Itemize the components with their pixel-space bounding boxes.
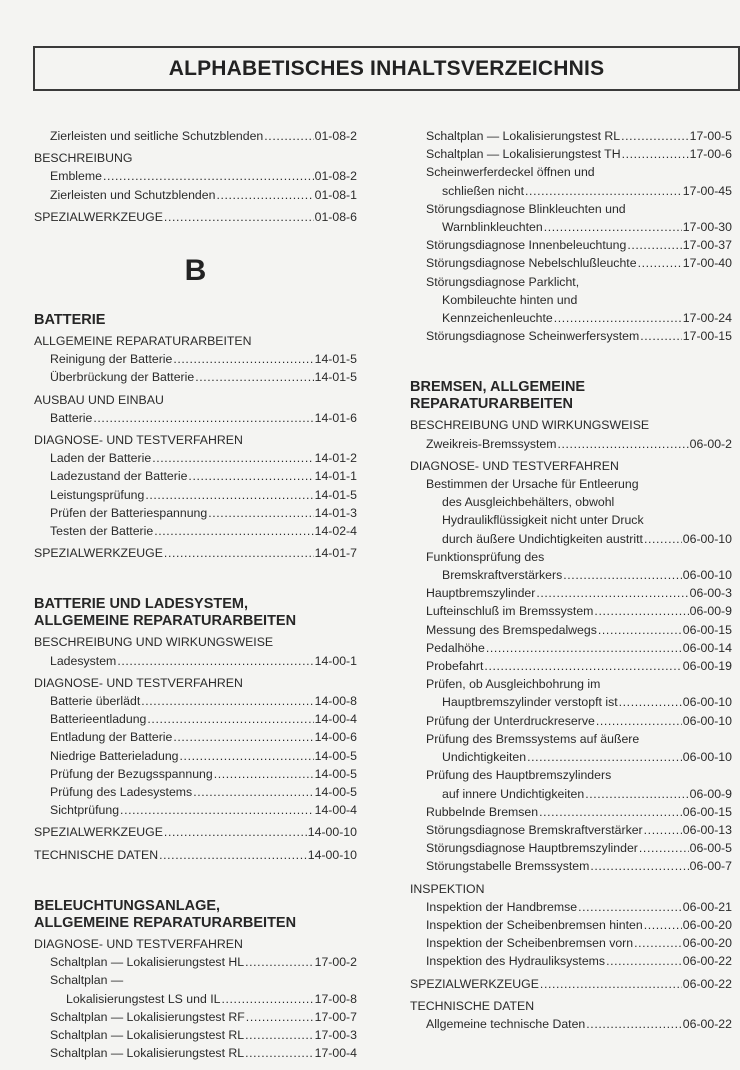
subheading: DIAGNOSE- UND TESTVERFAHREN (34, 936, 243, 951)
index-entry[interactable]: Schaltplan — Lokalisierungstest RL ..... 17-00-3 (34, 1026, 357, 1044)
index-entry-continuation: des Ausgleichbehälters, obwohl (442, 495, 615, 510)
index-entry[interactable]: Störungsdiagnose Nebelschlußleuchte ..... 17-00-40 (410, 254, 732, 272)
index-entry[interactable]: Störungsdiagnose Innenbeleuchtung ..... 17-00-37 (410, 236, 732, 254)
section-heading: BREMSEN, ALLGEMEINE REPARATURARBEITEN (410, 379, 586, 413)
index-entry[interactable]: Prüfung des Ladesystems ..... 14-00-5 (34, 783, 357, 801)
page-title: ALPHABETISCHES INHALTSVERZEICHNIS (168, 56, 605, 80)
index-entry[interactable]: Undichtigkeiten ..... 06-00-10 (410, 748, 732, 766)
index-entry[interactable]: Schaltplan — Lokalisierungstest RL ..... 17-00-4 (34, 1044, 357, 1062)
subheading: INSPEKTION (410, 881, 485, 896)
index-entry[interactable]: Schaltplan — Lokalisierungstest RL ..... 17-00-5 (410, 127, 732, 145)
index-entry[interactable]: SPEZIALWERKZEUGE ..... 14-01-7 (34, 544, 357, 562)
index-entry[interactable]: Prüfen der Batteriespannung ..... 14-01-3 (34, 504, 357, 522)
index-entry[interactable]: Lokalisierungstest LS und IL ..... 17-00-8 (34, 990, 357, 1008)
index-entry[interactable]: Inspektion der Scheibenbremsen hinten ..... 06-00-20 (410, 916, 732, 934)
index-entry-continuation: Scheinwerferdeckel öffnen und (426, 165, 595, 180)
index-entry[interactable]: Inspektion der Handbremse ..... 06-00-21 (410, 898, 732, 916)
index-entry[interactable]: Leistungsprüfung ..... 14-01-5 (34, 486, 357, 504)
index-entry[interactable]: Batterie überlädt ..... 14-00-8 (34, 692, 357, 710)
index-entry[interactable]: Testen der Batterie ..... 14-02-4 (34, 522, 357, 540)
index-entry-continuation: Störungsdiagnose Blinkleuchten und (426, 201, 626, 216)
index-entry[interactable]: Inspektion des Hydrauliksystems ..... 06-00-22 (410, 952, 732, 970)
index-entry[interactable]: Schaltplan — Lokalisierungstest HL ..... 17-00-2 (34, 953, 357, 971)
index-entry[interactable]: Zierleisten und seitliche Schutzblenden ..... 01-08-2 (34, 127, 357, 145)
subheading: DIAGNOSE- UND TESTVERFAHREN (34, 675, 243, 690)
index-entry[interactable]: auf innere Undichtigkeiten ..... 06-00-9 (410, 785, 732, 803)
section-heading: BELEUCHTUNGSANLAGE, ALLGEMEINE REPARATURARBEITEN (34, 897, 297, 931)
index-entry[interactable]: Entladung der Batterie ..... 14-00-6 (34, 728, 357, 746)
index-entry[interactable]: Hauptbremszylinder verstopft ist ..... 06-00-10 (410, 693, 732, 711)
index-entry[interactable]: Pedalhöhe ..... 06-00-14 (410, 639, 732, 657)
right-column (410, 127, 732, 1033)
subheading: AUSBAU UND EINBAU (34, 392, 164, 407)
page-ref: 01-08-2 (314, 129, 357, 143)
index-entry[interactable]: Prüfung der Unterdruckreserve ..... 06-00-10 (410, 712, 732, 730)
index-entry[interactable]: Überbrückung der Batterie ..... 14-01-5 (34, 368, 357, 386)
index-entry-continuation: Kombileuchte hinten und (442, 292, 578, 307)
index-entry[interactable]: SPEZIALWERKZEUGE ..... 14-00-10 (34, 823, 357, 841)
index-entry[interactable]: Allgemeine technische Daten ..... 06-00-22 (410, 1015, 732, 1033)
index-entry[interactable]: Störungsdiagnose Hauptbremszylinder ..... 06-00-5 (410, 839, 732, 857)
index-entry[interactable]: Zweikreis-Bremssystem ..... 06-00-2 (410, 435, 732, 453)
index-entry[interactable]: Reinigung der Batterie ..... 14-01-5 (34, 350, 357, 368)
index-entry-continuation: Prüfen, ob Ausgleichbohrung im (426, 677, 601, 692)
index-entry-continuation: Störungsdiagnose Parklicht, (426, 274, 580, 289)
subheading: ALLGEMEINE REPARATURARBEITEN (34, 334, 252, 349)
index-entry[interactable]: SPEZIALWERKZEUGE ..... 01-08-6 (34, 208, 357, 226)
index-entry[interactable]: Bremskraftverstärkers ..... 06-00-10 (410, 566, 732, 584)
subheading: BESCHREIBUNG (34, 151, 133, 166)
index-entry-continuation: Funktionsprüfung des (426, 549, 545, 564)
index-entry[interactable]: Messung des Bremspedalwegs ..... 06-00-15 (410, 621, 732, 639)
index-entry[interactable]: Warnblinkleuchten ..... 17-00-30 (410, 218, 732, 236)
index-entry-continuation: Prüfung des Bremssystems auf äußere (426, 731, 640, 746)
letter-divider: B (184, 254, 207, 288)
index-entry[interactable]: SPEZIALWERKZEUGE ..... 06-00-22 (410, 975, 732, 993)
index-entry-continuation: Schaltplan — (50, 973, 124, 988)
index-entry[interactable]: Niedrige Batterieladung ..... 14-00-5 (34, 747, 357, 765)
page-title-box (33, 46, 740, 91)
index-entry[interactable]: Hauptbremszylinder ..... 06-00-3 (410, 584, 732, 602)
index-entry[interactable]: Batterieentladung ..... 14-00-4 (34, 710, 357, 728)
index-entry[interactable]: Sichtprüfung ..... 14-00-4 (34, 801, 357, 819)
index-entry[interactable]: Probefahrt ..... 06-00-19 (410, 657, 732, 675)
subheading: DIAGNOSE- UND TESTVERFAHREN (34, 433, 243, 448)
index-entry-continuation: Hydraulikflüssigkeit nicht unter Druck (442, 513, 644, 528)
index-entry[interactable]: Prüfung der Bezugsspannung ..... 14-00-5 (34, 765, 357, 783)
subheading: BESCHREIBUNG UND WIRKUNGSWEISE (410, 418, 650, 433)
index-entry[interactable]: Embleme ..... 01-08-2 (34, 167, 357, 185)
index-entry[interactable]: Ladezustand der Batterie ..... 14-01-1 (34, 467, 357, 485)
subheading: TECHNISCHE DATEN (410, 998, 535, 1013)
section-heading: BATTERIE (34, 312, 106, 329)
index-entry[interactable]: TECHNISCHE DATEN ..... 14-00-10 (34, 846, 357, 864)
index-entry[interactable]: schließen nicht ..... 17-00-45 (410, 182, 732, 200)
index-entry[interactable]: Inspektion der Scheibenbremsen vorn ..... 06-00-20 (410, 934, 732, 952)
index-entry[interactable]: Zierleisten und Schutzblenden ..... 01-08-1 (34, 186, 357, 204)
index-entry-continuation: Bestimmen der Ursache für Entleerung (426, 477, 639, 492)
index-entry[interactable]: Störungsdiagnose Scheinwerfersystem ..... 17-00-15 (410, 327, 732, 345)
index-entry[interactable]: Rubbelnde Bremsen ..... 06-00-15 (410, 803, 732, 821)
index-entry[interactable]: Schaltplan — Lokalisierungstest RF ..... 17-00-7 (34, 1008, 357, 1026)
index-entry[interactable]: Schaltplan — Lokalisierungstest TH ..... 17-00-6 (410, 145, 732, 163)
index-entry[interactable]: Lufteinschluß im Bremssystem ..... 06-00-9 (410, 602, 732, 620)
subheading: DIAGNOSE- UND TESTVERFAHREN (410, 458, 619, 473)
index-entry[interactable]: Kennzeichenleuchte ..... 17-00-24 (410, 309, 732, 327)
section-heading: BATTERIE UND LADESYSTEM, ALLGEMEINE REPARATURARBEITEN (34, 596, 297, 630)
index-entry[interactable]: Ladesystem ..... 14-00-1 (34, 652, 357, 670)
index-entry[interactable]: durch äußere Undichtigkeiten austritt ..... 06-00-10 (410, 530, 732, 548)
left-column (34, 127, 357, 1062)
subheading: BESCHREIBUNG UND WIRKUNGSWEISE (34, 635, 274, 650)
index-entry[interactable]: Störungsdiagnose Bremskraftverstärker ..... 06-00-13 (410, 821, 732, 839)
index-entry[interactable]: Laden der Batterie ..... 14-01-2 (34, 449, 357, 467)
index-entry[interactable]: Batterie ..... 14-01-6 (34, 409, 357, 427)
index-entry[interactable]: Störungstabelle Bremssystem ..... 06-00-7 (410, 857, 732, 875)
index-entry-continuation: Prüfung des Hauptbremszylinders (426, 768, 612, 783)
